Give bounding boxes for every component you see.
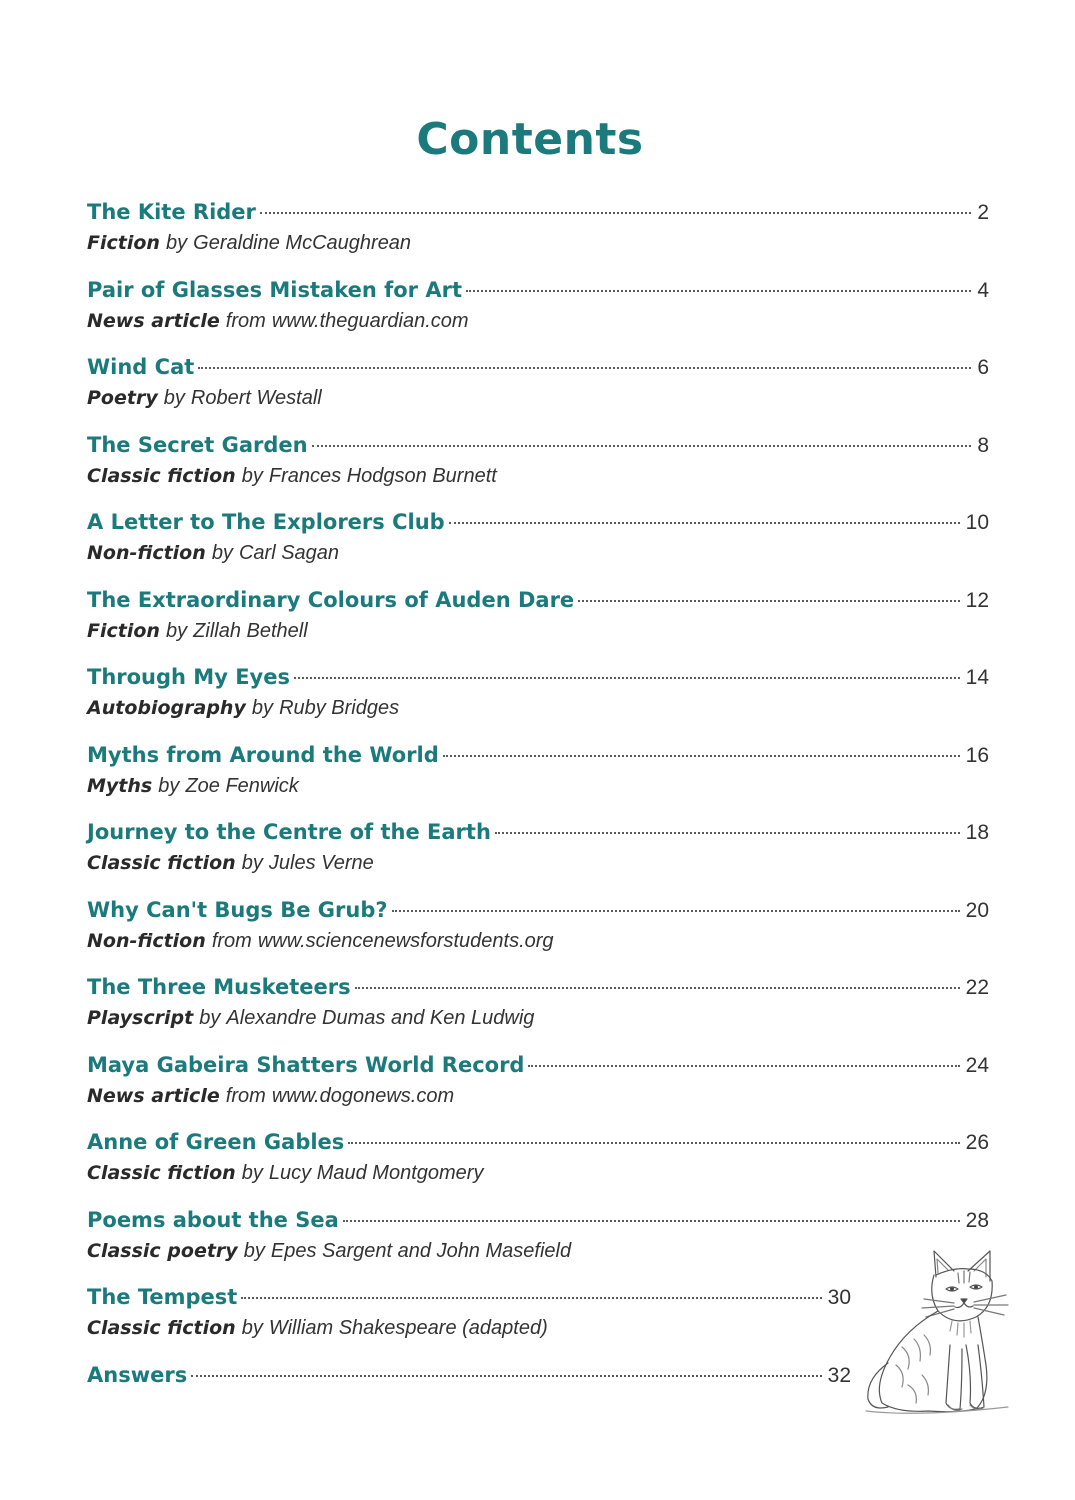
toc-entry-subtitle [87,1007,989,1030]
toc-entry-genre: Myths [87,774,153,797]
toc-entry-author: Geraldine McCaughrean [193,232,412,254]
toc-entry-line [87,898,989,930]
toc-entry-subtitle [87,232,989,255]
toc-entry-line [87,588,989,620]
toc-entry-line [87,1053,989,1085]
toc-entry-title[interactable]: The Three Musketeers [87,975,351,999]
toc-entry-genre: Fiction [87,232,160,254]
toc-entry-page: 20 [965,898,989,922]
toc-entry-line [87,510,989,542]
toc-entry-genre: Non-fiction [87,929,206,952]
cat-sketch-icon [858,1245,1010,1415]
toc-entry-author: Jules Verne [268,852,374,874]
toc-entry-page: 4 [977,278,989,302]
toc-entry-connector: from [211,929,252,952]
toc-entry[interactable] [87,820,989,898]
toc-entry[interactable] [87,355,989,433]
toc-entry-subtitle [87,697,989,720]
toc-entry-answers[interactable] [87,1363,851,1441]
toc-entry-author: Alexandre Dumas and Ken Ludwig [226,1007,535,1029]
toc-entry-author: Frances Hodgson Burnett [268,464,497,487]
toc-entry-author: Ruby Bridges [279,697,400,719]
toc-entry-genre: Autobiography [87,697,246,719]
toc-entry-genre: News article [87,1084,220,1107]
toc-entry-title[interactable]: The Secret Garden [87,432,308,457]
toc-entry[interactable] [87,898,989,976]
dot-leader [260,212,971,214]
toc-entry-genre: Classic fiction [87,1317,236,1339]
toc-entry-line [87,1363,851,1395]
toc-entry-title[interactable]: The Kite Rider [87,200,256,224]
toc-entry-line [87,975,989,1007]
toc-entry-page: 12 [965,588,989,612]
toc-entry-genre: Non-fiction [87,542,206,564]
toc-entry-line [87,278,989,310]
toc-entry-line [87,355,989,387]
toc-entry-connector: by [251,697,274,719]
toc-entry-author: Lucy Maud Montgomery [268,1162,484,1184]
toc-entry[interactable] [87,200,989,278]
toc-entry-line [87,743,989,775]
dot-leader [528,1065,959,1067]
toc-entry-author: Robert Westall [190,387,322,409]
toc-entry-connector: by [241,852,263,874]
dot-leader [449,522,960,524]
toc-entry[interactable] [87,278,989,356]
toc-entry-page: 24 [965,1053,989,1077]
toc-entry-connector: by [165,232,188,254]
toc-entry-title[interactable]: Through My Eyes [87,665,290,689]
dot-leader [355,987,960,989]
toc-entry-page: 22 [965,976,989,999]
dot-leader [392,910,960,912]
toc-entry-title[interactable]: A Letter to The Explorers Club [87,510,445,534]
toc-entry-title[interactable]: Wind Cat [87,355,195,379]
toc-entry-connector: from [225,1084,266,1107]
toc-entry-subtitle [87,310,989,333]
toc-entry-page: 2 [977,201,989,224]
toc-entry-page: 8 [977,433,989,457]
toc-entry-page: 16 [965,743,989,767]
toc-entry-subtitle [87,775,989,798]
toc-entry-connector: by [241,1162,263,1184]
toc-entry-genre: Classic fiction [87,1162,236,1184]
toc-entry-subtitle [87,1162,989,1185]
toc-entry-page: 28 [965,1208,989,1232]
toc-entry-author: Zoe Fenwick [185,774,299,797]
toc-entry-connector: by [243,1239,265,1262]
toc-entry-title[interactable]: Why Can't Bugs Be Grub? [87,897,388,922]
dot-leader [191,1375,821,1377]
toc-entry-line [87,200,989,232]
toc-entry[interactable] [87,1285,851,1363]
toc-entry-genre: Poetry [87,387,158,409]
toc-entry-author: www.sciencenewsforstudents.org [257,929,554,952]
toc-entry-subtitle [87,852,989,875]
dot-leader [443,755,960,757]
toc-entry[interactable] [87,1130,989,1208]
dot-leader [198,367,971,369]
toc-entry-connector: by [241,464,263,487]
toc-entry[interactable] [87,1053,989,1131]
toc-entry-connector: by [241,1317,263,1339]
toc-entry[interactable] [87,975,989,1053]
toc-entry-line [87,1130,989,1162]
toc-entry-connector: by [163,387,185,409]
toc-entry-title[interactable]: Myths from Around the World [87,742,439,767]
toc-entry-subtitle [87,542,989,565]
toc-entry-page: 26 [965,1131,989,1154]
table-of-contents [87,200,989,1440]
toc-entry-page: 14 [965,666,989,689]
toc-entry-line [87,433,989,465]
dot-leader [312,445,972,447]
toc-entry-connector: by [199,1007,221,1029]
toc-entry-title[interactable]: Poems about the Sea [87,1207,339,1232]
toc-entry[interactable] [87,665,989,743]
toc-entry-subtitle [87,387,989,410]
toc-entry-page: 18 [965,821,989,844]
toc-entry[interactable] [87,588,989,666]
toc-entry-subtitle [87,620,989,643]
toc-entry-connector: by [158,774,180,797]
dot-leader [348,1142,959,1144]
toc-entry-genre: Playscript [87,1007,194,1029]
dot-leader [294,677,960,679]
toc-entry-page: 30 [827,1286,851,1309]
toc-entry-title[interactable]: Pair of Glasses Mistaken for Art [87,277,462,302]
toc-entry-genre: Fiction [87,619,160,642]
toc-entry-author: Zillah Bethell [193,619,308,642]
dot-leader [578,600,959,602]
toc-entry-page: 10 [965,511,989,534]
toc-entry-genre: Classic fiction [87,852,236,874]
toc-entry-author: www.dogonews.com [271,1084,455,1107]
toc-entry-author: www.theguardian.com [271,309,469,332]
toc-entry-author: William Shakespeare (adapted) [268,1317,548,1339]
toc-entry-page: 32 [827,1363,851,1387]
toc-entry[interactable] [87,743,989,821]
page-title: Contents [416,114,644,165]
dot-leader [343,1220,960,1222]
toc-entry-page: 6 [977,356,989,379]
dot-leader [241,1297,821,1299]
toc-entry[interactable] [87,1208,989,1286]
toc-entry-author: Carl Sagan [238,542,340,564]
toc-entry-line [87,1285,851,1317]
toc-entry-subtitle [87,1085,989,1108]
toc-entry-title[interactable]: Anne of Green Gables [87,1130,345,1154]
toc-entry-subtitle [87,1317,851,1340]
toc-entry-title[interactable]: The Tempest [87,1285,238,1309]
toc-entry[interactable] [87,433,989,511]
toc-entry-connector: by [211,542,233,564]
toc-entry[interactable] [87,510,989,588]
toc-entry-genre: News article [87,309,220,332]
toc-entry-subtitle [87,465,989,488]
dot-leader [466,290,971,292]
toc-entry-connector: by [165,619,188,642]
toc-entry-line [87,1208,989,1240]
dot-leader [495,832,960,834]
toc-entry-connector: from [225,309,266,332]
toc-entry-author: Epes Sargent and John Masefield [270,1239,572,1262]
toc-entry-title[interactable]: Answers [87,1362,188,1387]
toc-entry-title[interactable]: Journey to the Centre of the Earth [87,820,491,844]
toc-entry-line [87,820,989,852]
toc-entry-title[interactable]: The Extraordinary Colours of Auden Dare [87,587,575,612]
toc-entry-genre: Classic poetry [87,1239,238,1262]
toc-entry-subtitle [87,930,989,953]
toc-entry-line [87,665,989,697]
toc-entry-genre: Classic fiction [87,464,236,487]
toc-entry-subtitle [87,1240,989,1263]
toc-entry-title[interactable]: Maya Gabeira Shatters World Record [87,1052,525,1077]
